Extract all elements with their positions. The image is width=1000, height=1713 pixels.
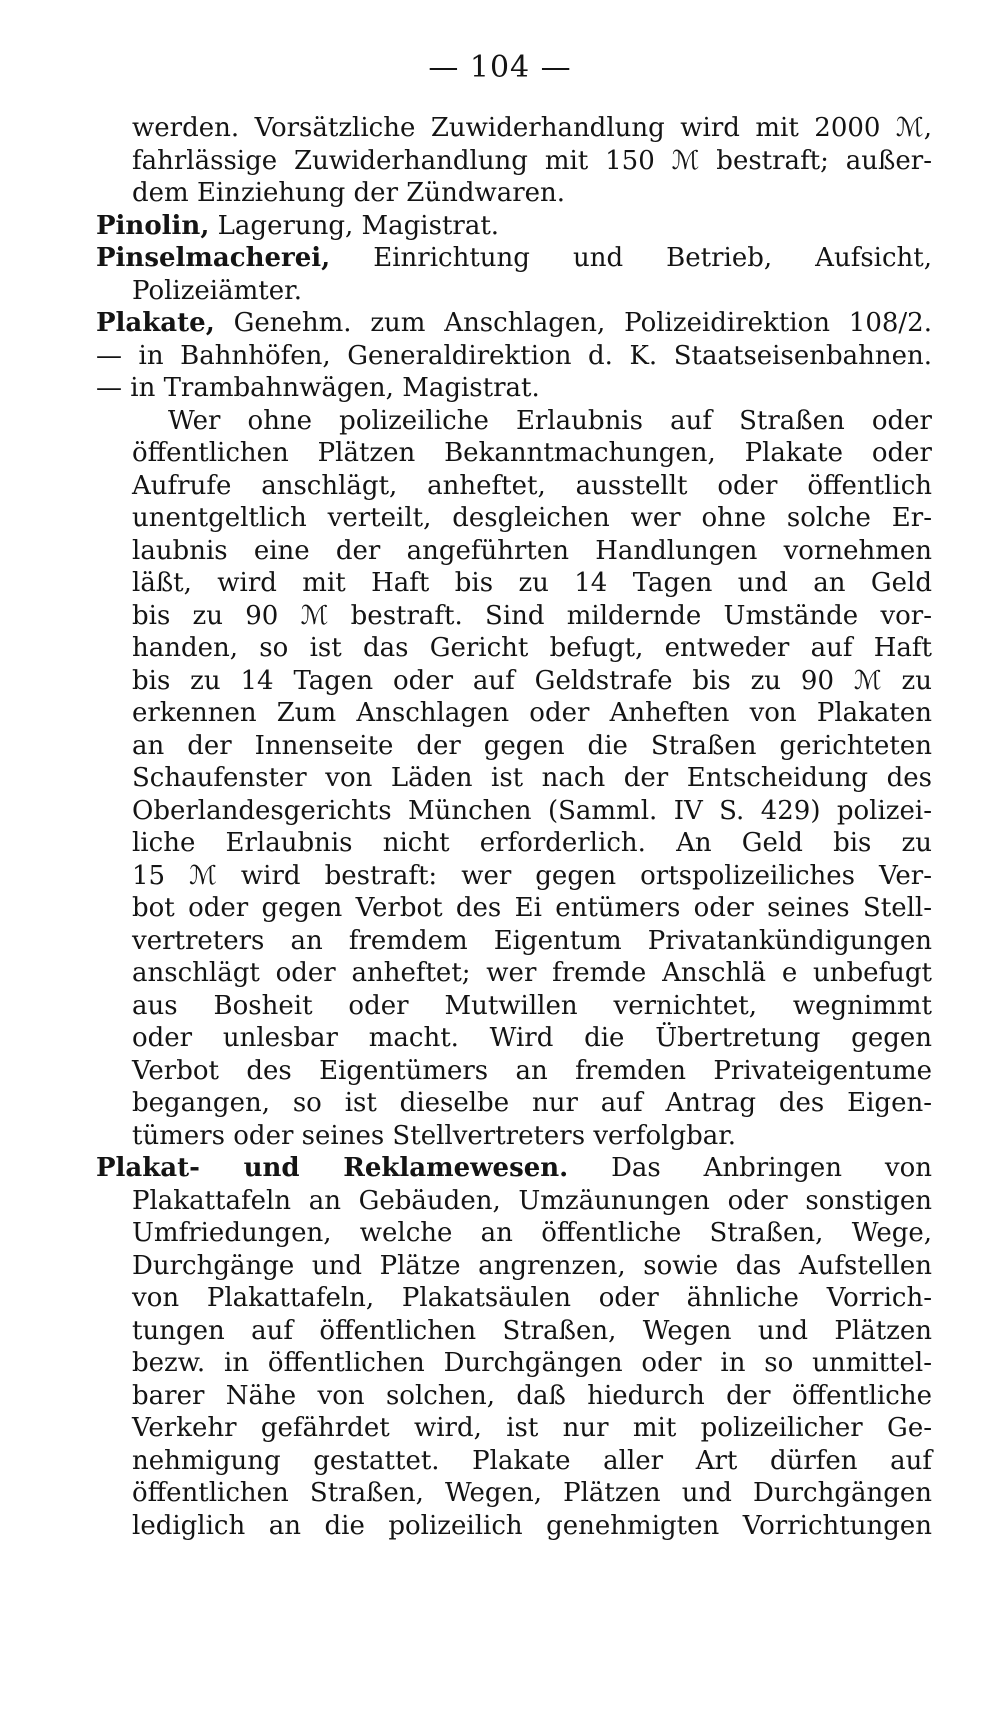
text-segment: Umfriedungen, welche an öffentliche Straßen, Wege, xyxy=(132,1218,932,1248)
text-line xyxy=(132,1022,932,1055)
text-line xyxy=(132,1055,932,1088)
text-line xyxy=(132,437,932,470)
entry-heading: Plakat- und Reklamewesen. xyxy=(96,1153,569,1183)
text-line xyxy=(132,762,932,795)
text-segment: Das Anbringen von xyxy=(568,1153,932,1183)
text-line xyxy=(132,827,932,860)
text-line xyxy=(96,1152,932,1185)
text-segment: laubnis eine der angeführten Handlungen vornehmen xyxy=(132,535,932,566)
text-line xyxy=(132,697,932,730)
text-line xyxy=(132,1380,932,1413)
text-line xyxy=(132,1250,932,1283)
text-segment: Einrichtung und Betrieb, Aufsicht, xyxy=(330,243,932,273)
text-line xyxy=(132,502,932,535)
text-segment: begangen, so ist dieselbe nur auf Antrag des Eigen- xyxy=(132,1088,932,1118)
text-segment: Polizeiämter. xyxy=(132,275,302,306)
text-segment: Durchgänge und Plätze angrenzen, sowie das Aufstellen xyxy=(132,1250,932,1281)
text-segment: Plakattafeln an Gebäuden, Umzäunungen oder sonstigen xyxy=(132,1185,932,1216)
text-segment: Wer ohne polizeiliche Erlaubnis auf Straßen oder xyxy=(168,405,932,436)
text-line xyxy=(132,1120,932,1153)
text-segment: — in Trambahnwägen, Magistrat. xyxy=(96,373,540,403)
text-segment: handen, so ist das Gericht befugt, entweder auf Haft xyxy=(132,633,932,663)
text-line xyxy=(132,405,932,438)
text-line xyxy=(132,112,932,145)
text-line xyxy=(132,600,932,633)
text-segment: nehmigung gestattet. Plakate aller Art dürfen auf xyxy=(132,1445,932,1476)
text-line xyxy=(132,1185,932,1218)
text-line xyxy=(132,470,932,503)
text-line xyxy=(132,860,932,893)
text-line xyxy=(132,1477,932,1510)
text-line xyxy=(96,340,932,373)
text-line xyxy=(132,795,932,828)
text-line xyxy=(132,1347,932,1380)
text-line xyxy=(132,1087,932,1120)
text-segment: Aufrufe anschlägt, anheftet, ausstellt oder öffentlich xyxy=(132,470,932,501)
text-line xyxy=(132,535,932,568)
text-segment: Lagerung, Magistrat. xyxy=(209,210,500,241)
text-segment: 15 ℳ wird bestraft: wer gegen ortspolizeiliches Ver- xyxy=(132,860,932,891)
text-segment: bis zu 90 ℳ bestraft. Sind mildernde Umstände vor- xyxy=(132,600,932,631)
text-line xyxy=(132,177,932,210)
text-line xyxy=(132,1412,932,1445)
text-line xyxy=(132,1217,932,1250)
text-segment: öffentlichen Straßen, Wegen, Plätzen und Durchgängen xyxy=(132,1478,932,1508)
text-segment: dem Einziehung der Zündwaren. xyxy=(132,178,566,208)
text-segment: öffentlichen Plätzen Bekanntmachungen, Plakate oder xyxy=(132,438,932,468)
text-line xyxy=(132,1510,932,1543)
text-segment: fahrlässige Zuwiderhandlung mit 150 ℳ bestraft; außer- xyxy=(132,145,932,176)
text-line xyxy=(96,372,932,405)
text-segment: unentgeltlich verteilt, desgleichen wer ohne solche Er- xyxy=(132,503,932,533)
entry-heading: Pinselmacherei, xyxy=(96,243,331,273)
text-segment: Verbot des Eigentümers an fremden Privateigentume xyxy=(132,1055,932,1086)
text-segment: lediglich an die polizeilich genehmigten Vorrichtungen xyxy=(132,1510,932,1541)
text-segment: oder unlesbar macht. Wird die Übertretung gegen xyxy=(132,1023,932,1053)
text-segment: an der Innenseite der gegen die Straßen gerichteten xyxy=(132,730,932,761)
text-line xyxy=(132,567,932,600)
text-line xyxy=(96,210,932,243)
text-segment: liche Erlaubnis nicht erforderlich. An Geld bis zu xyxy=(132,828,932,858)
text-line xyxy=(132,957,932,990)
text-segment: vertreters an fremdem Eigentum Privatankündigungen xyxy=(132,925,932,956)
text-line xyxy=(132,990,932,1023)
text-segment: erkennen Zum Anschlagen oder Anheften von Plakaten xyxy=(132,698,932,728)
text-line xyxy=(132,632,932,665)
text-segment: bezw. in öffentlichen Durchgängen oder in so unmittel- xyxy=(132,1348,932,1378)
text-segment: von Plakattafeln, Plakatsäulen oder ähnliche Vorrich- xyxy=(132,1283,932,1313)
text-line xyxy=(132,1445,932,1478)
text-segment: werden. Vorsätzliche Zuwiderhandlung wird mit 2000 ℳ, xyxy=(132,113,932,143)
text-segment: Oberlandesgerichts München (Samml. IV S. 429) polizei- xyxy=(132,795,932,826)
text-line xyxy=(132,730,932,763)
body-text xyxy=(96,112,932,1542)
text-segment: bot oder gegen Verbot des Ei entümers oder seines Stell- xyxy=(132,893,932,923)
text-segment: anschlägt oder anheftet; wer fremde Anschlä e unbefugt xyxy=(132,958,932,988)
text-line xyxy=(132,1282,932,1315)
entry-heading: Pinolin, xyxy=(96,210,210,241)
text-segment: Genehm. zum Anschlagen, Polizeidirektion 108/2. xyxy=(214,308,932,338)
text-line xyxy=(132,1315,932,1348)
text-segment: tungen auf öffentlichen Straßen, Wegen und Plätzen xyxy=(132,1315,932,1346)
text-line xyxy=(132,892,932,925)
text-segment: Schaufenster von Läden ist nach der Entscheidung des xyxy=(132,763,932,793)
text-line xyxy=(132,275,932,308)
text-line xyxy=(132,145,932,178)
text-segment: bis zu 14 Tagen oder auf Geldstrafe bis zu 90 ℳ zu xyxy=(132,665,932,696)
text-segment: barer Nähe von solchen, daß hiedurch der öffentliche xyxy=(132,1380,932,1411)
text-line xyxy=(132,665,932,698)
entry-heading: Plakate, xyxy=(96,308,215,338)
text-segment: Verkehr gefährdet wird, ist nur mit polizeilicher Ge- xyxy=(132,1413,932,1443)
page-number: — 104 — xyxy=(428,50,572,85)
text-line xyxy=(96,307,932,340)
text-line xyxy=(132,925,932,958)
text-segment: läßt, wird mit Haft bis zu 14 Tagen und an Geld xyxy=(132,568,932,598)
text-segment: tümers oder seines Stellvertreters verfolgbar. xyxy=(132,1120,737,1151)
text-segment: — in Bahnhöfen, Generaldirektion d. K. Staatseisenbahnen. xyxy=(96,340,932,371)
text-segment: aus Bosheit oder Mutwillen vernichtet, wegnimmt xyxy=(132,990,932,1021)
text-line xyxy=(96,242,932,275)
